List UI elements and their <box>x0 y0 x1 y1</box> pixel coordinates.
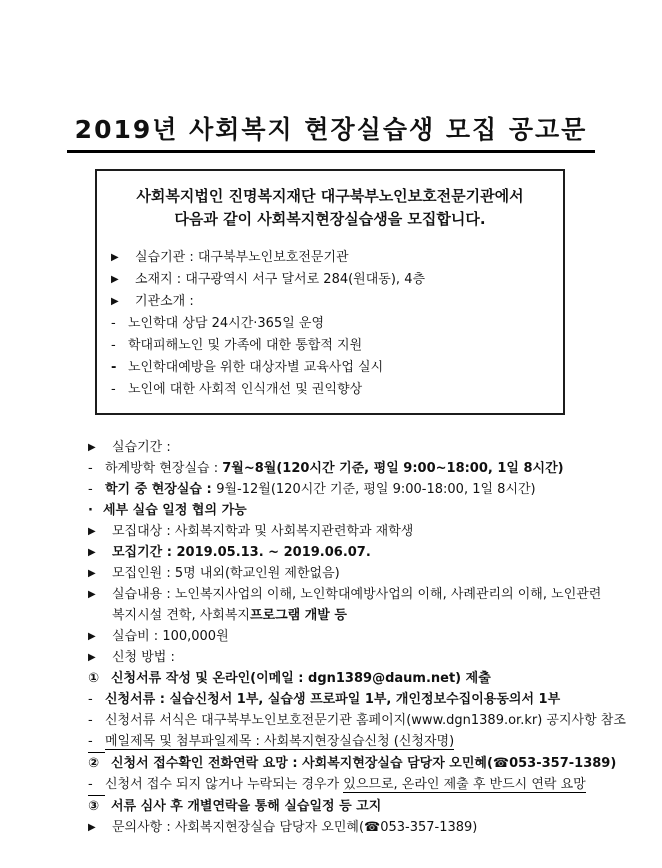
line-service-education <box>111 357 549 379</box>
line-apply-method <box>88 647 662 668</box>
text-segment: 모집기간 : 2019.05.13. ~ 2019.06.07. <box>112 545 371 560</box>
line-recruit-count <box>88 563 662 584</box>
triangle-bullet-icon: ▶ <box>111 274 119 285</box>
line-practice-content-2 <box>88 605 662 626</box>
dash-bullet: - <box>88 482 93 497</box>
triangle-bullet-icon: ▶ <box>88 526 96 537</box>
text-segment: 소재지 : 대구광역시 서구 달서로 284(원대동), 4층 <box>135 272 426 287</box>
line-apply-documents <box>88 689 662 710</box>
circled-2-icon: ② <box>88 756 100 771</box>
text-segment: 학대피해노인 및 가족에 대한 통합적 지원 <box>128 338 363 353</box>
line-recruit-target <box>88 521 662 542</box>
dash-bullet: - <box>111 338 116 353</box>
intro-box-details <box>111 247 549 401</box>
triangle-bullet-icon: ▶ <box>111 252 119 263</box>
line-practice-content-1 <box>88 584 662 605</box>
triangle-bullet-icon: ▶ <box>111 296 119 307</box>
title-wrap <box>0 0 662 153</box>
text-segment: 노인학대 상담 24시간·365일 운영 <box>128 316 325 331</box>
triangle-bullet-icon: ▶ <box>88 568 96 579</box>
text-segment: 실습비 : 100,000원 <box>112 629 229 644</box>
dot-bullet: · <box>88 503 93 518</box>
line-apply-step1 <box>88 668 662 689</box>
dash-bullet: - <box>88 692 93 707</box>
text-segment: 학기 중 현장실습 : <box>105 482 217 497</box>
line-org-intro <box>111 291 549 313</box>
line-apply-step3 <box>88 796 662 817</box>
dash-bullet: - <box>111 316 116 331</box>
text-segment: 복지시설 견학, 사회복지 <box>112 608 250 623</box>
line-apply-form-site <box>88 710 662 731</box>
dash-bullet: - <box>111 360 117 375</box>
text-segment: 신청서 접수 되지 않거나 누락되는 경우가 <box>105 777 344 792</box>
text-segment: 세부 실습 일정 협의 가능 <box>103 503 247 518</box>
text-segment: 신청 방법 : <box>112 650 175 665</box>
text-segment: 모집대상 : 사회복지학과 및 사회복지관련학과 재학생 <box>112 524 414 539</box>
intro-heading-line-1: 사회복지법인 진명복지재단 대구북부노인보호전문기관에서 <box>136 187 524 205</box>
text-segment: 실습기간 : <box>112 440 171 455</box>
text-segment: 있으므로, 온라인 제출 후 반드시 연락 요망 <box>343 777 586 792</box>
line-apply-step2 <box>88 753 662 774</box>
line-summer-practice <box>88 458 662 479</box>
page-title: 2019년 사회복지 현장실습생 모집 공고문 <box>67 110 596 153</box>
line-practice-fee <box>88 626 662 647</box>
dash-bullet: - <box>88 713 93 728</box>
text-segment: 신청서류 작성 및 온라인(이메일 : dgn1389@daum.net) 제출 <box>111 671 491 686</box>
intro-box <box>95 169 565 415</box>
text-segment: 메일제목 및 첨부파일제목 : 사회복지현장실습신청 (신청자명) <box>105 734 455 749</box>
line-service-awareness <box>111 379 549 401</box>
line-contact <box>88 817 662 838</box>
triangle-bullet-icon: ▶ <box>88 631 96 642</box>
circled-1-icon: ① <box>88 671 100 686</box>
line-service-counseling <box>111 313 549 335</box>
dash-bullet: - <box>88 461 93 476</box>
line-practice-period <box>88 437 662 458</box>
dash-bullet: - <box>111 382 116 397</box>
text-segment: 7월~8월(120시간 기준, 평일 9:00~18:00, 1일 8시간) <box>222 461 564 476</box>
line-semester-practice <box>88 479 662 500</box>
dash-bullet: - <box>88 774 105 796</box>
text-segment: 신청서류 서식은 대구북부노인보호전문기관 홈페이지(www.dgn1389.or.kr) 공지사항 참조 <box>105 713 626 728</box>
text-segment: 문의사항 : 사회복지현장실습 담당자 오민혜(☎053-357-1389) <box>112 820 478 835</box>
text-segment: 9월-12월(120시간 기준, 평일 9:00-18:00, 1일 8시간) <box>216 482 536 497</box>
text-segment: 신청서류 : 실습신청서 1부, 실습생 프로파일 1부, 개인정보수집이용동의서 1부 <box>105 692 561 707</box>
triangle-bullet-icon: ▶ <box>88 822 96 833</box>
intro-box-heading <box>111 183 549 231</box>
line-schedule-note <box>88 500 662 521</box>
triangle-bullet-icon: ▶ <box>88 442 96 453</box>
text-segment: 실습내용 : 노인복지사업의 이해, 노인학대예방사업의 이해, 사례관리의 이해, 노인관련 <box>112 587 602 602</box>
line-recruit-period <box>88 542 662 563</box>
text-segment: 모집인원 : 5명 내외(학교인원 제한없음) <box>112 566 340 581</box>
triangle-bullet-icon: ▶ <box>88 652 96 663</box>
text-segment: 노인학대예방을 위한 대상자별 교육사업 실시 <box>128 360 384 375</box>
text-segment: 기관소개 : <box>135 294 194 309</box>
triangle-bullet-icon: ▶ <box>88 547 96 558</box>
text-segment: 신청서 접수확인 전화연락 요망 : 사회복지현장실습 담당자 오민혜(☎053-357-1389) <box>111 756 617 771</box>
text-segment: 실습기관 : 대구북부노인보호전문기관 <box>135 250 349 265</box>
line-mail-subject <box>88 731 662 753</box>
text-segment: 노인에 대한 사회적 인식개선 및 권익향상 <box>128 382 363 397</box>
line-service-support <box>111 335 549 357</box>
intro-heading-line-2: 다음과 같이 사회복지현장실습생을 모집합니다. <box>174 210 486 228</box>
line-apply-warning <box>88 774 662 796</box>
line-practice-institution <box>111 247 549 269</box>
text-segment: 프로그램 개발 등 <box>249 608 347 623</box>
text-segment: 서류 심사 후 개별연락을 통해 실습일정 등 고지 <box>111 799 382 814</box>
text-segment: 하계방학 현장실습 : <box>105 461 223 476</box>
triangle-bullet-icon: ▶ <box>88 589 96 600</box>
line-location <box>111 269 549 291</box>
announcement-body <box>88 437 662 838</box>
circled-3-icon: ③ <box>88 799 100 814</box>
dash-bullet: - <box>88 731 105 753</box>
